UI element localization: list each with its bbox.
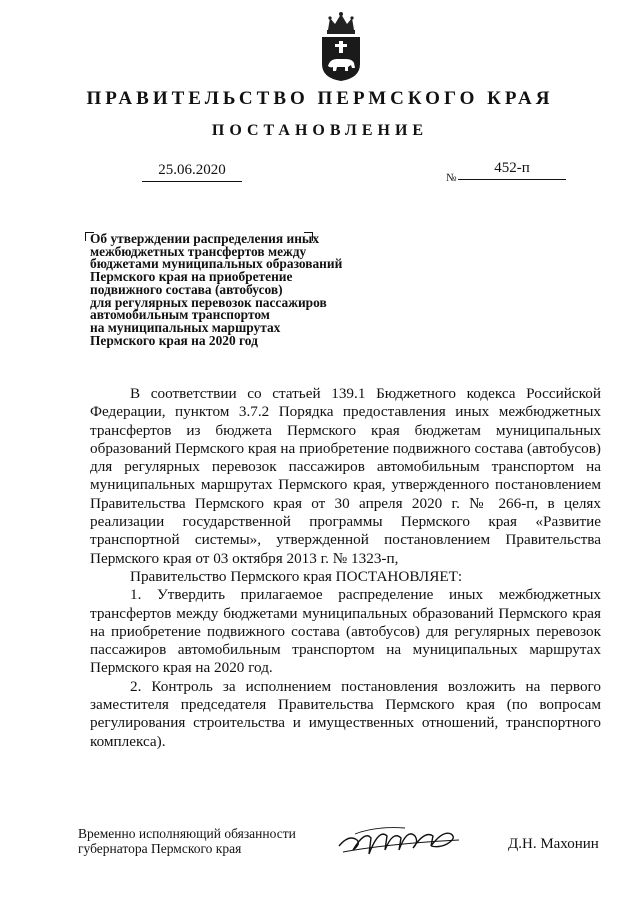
subject-line: для регулярных перевозок пассажиров [90,294,327,310]
document-body [90,385,601,751]
subject-line: подвижного состава (автобусов) [90,281,283,297]
document-number: 452-п [458,160,566,180]
subject-line: бюджетами муниципальных образований [90,256,343,272]
number-sign: № [446,172,457,184]
body-paragraph-preamble: В соответствии со статьей 139.1 Бюджетного кодекса Российской Федерации, пунктом 3.7.2 Порядка предоставления иных межбюджетных трансфертов из бюджета Пермского края бюджетам муниципальных образований Пермского края на приобретение подвижного состава (автобусов) для регулярных перевозок пассажиров автомобильным транспортом на муниципальных маршрутах Пермского края, утвержденного постановлением Правительства Пермского края от 30 апреля 2020 г. № 266-п, в целях реализации государственной программы Пермского края «Развитие транспортной системы», утвержденной постановлением Правительства Пермского края от 03 октября 2013 г. № 1323-п, [90,385,601,567]
subject-line: Об утверждении распределения иных [90,231,320,246]
body-paragraph-resolves: Правительство Пермского края ПОСТАНОВЛЯЕТ: [130,567,463,585]
signatory-position-line: Временно исполняющий обязанности [78,826,296,841]
body-paragraph-item-1: 1. Утвердить прилагаемое распределение иных межбюджетных трансфертов между бюджетами муниципальных образований Пермского края на приобретение подвижного состава (автобусов) для регулярных перевозок пассажиров автомобильным транспортом на муниципальных маршрутах Пермского края на 2020 год. [90,586,601,677]
subject-line: автомобильным транспортом [90,307,270,323]
subject-line: Пермского края на 2020 год [90,332,258,348]
signatory-position-line: губернатора Пермского края [78,841,242,856]
body-paragraph-item-2: 2. Контроль за исполнением постановления возложить на первого заместителя председателя Правительства Пермского края (по вопросам регулирования строительства и имущественных отношений, транспортного комплекса). [90,677,601,750]
signatory-position [78,826,296,856]
document-subject [90,233,410,347]
document-type: ПОСТАНОВЛЕНИЕ [211,122,429,139]
subject-line: Пермского края на приобретение [90,269,293,285]
coat-of-arms-icon [318,10,364,82]
signatory-name: Д.Н. Махонин [508,836,599,852]
government-title: ПРАВИТЕЛЬСТВО ПЕРМСКОГО КРАЯ [86,88,554,109]
subject-line: межбюджетных трансфертов между [90,243,307,259]
document-date: 25.06.2020 [142,162,242,182]
handwritten-signature-icon [335,820,465,860]
subject-line: на муниципальных маршрутах [90,319,281,335]
